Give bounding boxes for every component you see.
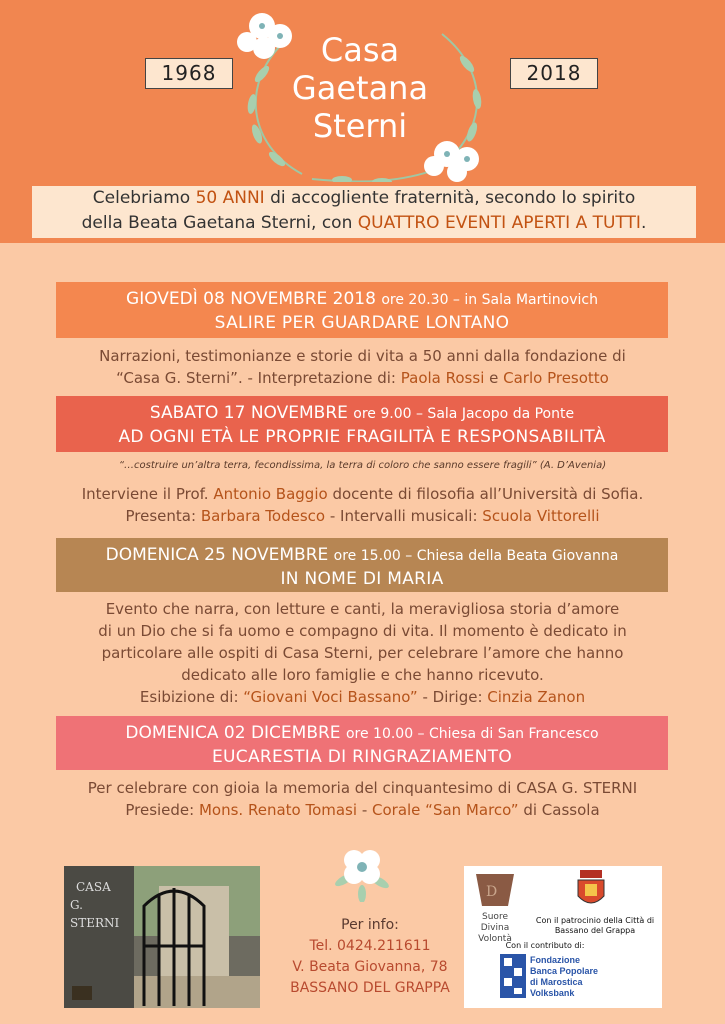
event-1-line: Narrazioni, testimonianze e storie di vita a 50 anni dalla fondazione di <box>99 347 626 365</box>
event-4-title: EUCARESTIA DI RINGRAZIAMENTO <box>211 747 512 767</box>
event-1-description <box>40 345 685 389</box>
city-coat-of-arms-icon <box>574 870 608 912</box>
event-3-line: - Dirige: <box>417 688 488 706</box>
bank-name-line: di Marostica <box>530 977 583 987</box>
bank-name-line: Banca Popolare <box>530 966 599 976</box>
event-2-description <box>40 483 685 527</box>
event-2-banner <box>56 396 668 452</box>
event-3-choir: “Giovani Voci Bassano” <box>243 688 418 706</box>
year-1968-badge: 1968 <box>145 58 233 89</box>
event-4-description <box>40 777 685 821</box>
event-1-line: “Casa G. Sterni”. - Interpretazione di: <box>116 369 401 387</box>
intro-part: . <box>640 213 647 233</box>
event-3-line: di un Dio che si fa uomo e compagno di vita. Il momento è dedicato in <box>98 622 627 640</box>
photo-sign-line: G. STERNI <box>70 898 120 930</box>
event-3-date: DOMENICA 25 NOVEMBRE <box>105 545 329 565</box>
event-3-title: IN NOME DI MARIA <box>280 569 444 589</box>
event-2-line: docente di filosofia all’Università di Sofia. <box>327 485 644 503</box>
event-1-date: GIOVEDÌ 08 NOVEMBRE 2018 <box>126 289 376 309</box>
event-3-line: Evento che narra, con letture e canti, la meravigliosa storia d’amore <box>105 600 620 618</box>
contact-info <box>270 915 470 999</box>
event-1-banner <box>56 282 668 338</box>
patrocinio-text: Bassano del Grappa <box>554 926 636 935</box>
event-3-line: particolare alle ospiti di Casa Sterni, per celebrare l’amore che hanno <box>101 644 624 662</box>
event-2-line: - Intervalli musicali: <box>325 507 483 525</box>
event-3-line: Esibizione di: <box>139 688 244 706</box>
contributo-label: Con il contributo di: <box>505 941 585 950</box>
event-4-details: ore 10.00 – Chiesa di San Francesco <box>345 726 599 742</box>
event-2-presenter: Barbara Todesco <box>200 507 326 525</box>
event-1-details: ore 20.30 – in Sala Martinovich <box>381 292 598 308</box>
event-1-title: SALIRE PER GUARDARE LONTANO <box>214 313 510 333</box>
event-2-line: Presenta: <box>125 507 201 525</box>
event-4-line: Per celebrare con gioia la memoria del cinquantesimo di CASA G. STERNI <box>87 779 638 797</box>
event-1-performer: Paola Rossi <box>400 369 485 387</box>
info-city: BASSANO DEL GRAPPA <box>290 980 450 996</box>
svg-text:D: D <box>486 884 498 900</box>
suore-text: Suore <box>482 912 508 922</box>
info-address: V. Beata Giovanna, 78 <box>292 959 448 975</box>
flower-icon <box>330 838 394 902</box>
event-4-line: di Cassola <box>518 801 600 819</box>
event-4-line: Presiede: <box>125 801 199 819</box>
event-3-line: dedicato alle loro famiglie e che hanno ricevuto. <box>181 666 544 684</box>
suore-text: Divina <box>480 923 510 933</box>
title-line-1: Casa <box>320 31 400 69</box>
event-2-speaker: Antonio Baggio <box>213 485 328 503</box>
info-phone: Tel. 0424.211611 <box>309 938 431 954</box>
bank-logo-icon <box>500 954 526 998</box>
event-3-description <box>40 598 685 708</box>
event-2-quote: “…costruire un’altra terra, fecondissima, la terra di coloro che sanno essere fragili” (A. D’Avenia) <box>118 460 607 471</box>
event-2-title: AD OGNI ETÀ LE PROPRIE FRAGILITÀ E RESPONSABILITÀ <box>118 427 606 447</box>
event-2-line: Interviene il Prof. <box>81 485 214 503</box>
intro-part: Celebriamo <box>92 188 196 208</box>
bank-name-line: Volksbank <box>530 988 575 998</box>
title-line-2: Gaetana <box>291 69 429 107</box>
event-4-date: DOMENICA 02 DICEMBRE <box>125 723 341 743</box>
suore-logo-icon <box>472 870 518 910</box>
event-3-banner <box>56 538 668 592</box>
event-1-line: e <box>484 369 504 387</box>
casa-sterni-photo <box>64 866 260 1008</box>
suore-text: Volontà <box>478 934 512 944</box>
intro-text <box>32 186 696 238</box>
intro-highlight-eventi: QUATTRO EVENTI APERTI A TUTTI <box>357 213 641 233</box>
event-2-details: ore 9.00 – Sala Jacopo da Ponte <box>353 406 575 422</box>
event-2-music: Scuola Vittorelli <box>482 507 600 525</box>
intro-part: di accogliente fraternità, secondo lo spirito <box>264 188 636 208</box>
event-3-details: ore 15.00 – Chiesa della Beata Giovanna <box>333 548 619 564</box>
event-3-director: Cinzia Zanon <box>487 688 586 706</box>
event-4-line: - <box>357 801 372 819</box>
year-2018-badge: 2018 <box>510 58 598 89</box>
patrocinio-text: Con il patrocinio della Città di <box>535 916 655 925</box>
event-4-banner <box>56 716 668 770</box>
bank-name-line: Fondazione <box>530 955 580 965</box>
photo-sign-line: CASA <box>76 880 111 894</box>
intro-part: della Beata Gaetana Sterni, con <box>81 213 358 233</box>
event-4-choir: Corale “San Marco” <box>372 801 519 819</box>
sponsor-logos <box>464 866 662 1008</box>
title-line-3: Sterni <box>312 107 408 145</box>
intro-highlight-50-anni: 50 ANNI <box>195 188 265 208</box>
event-4-presider: Mons. Renato Tomasi <box>198 801 358 819</box>
info-label: Per info: <box>341 917 399 933</box>
event-2-date: SABATO 17 NOVEMBRE <box>149 403 348 423</box>
event-1-performer: Carlo Presotto <box>503 369 609 387</box>
